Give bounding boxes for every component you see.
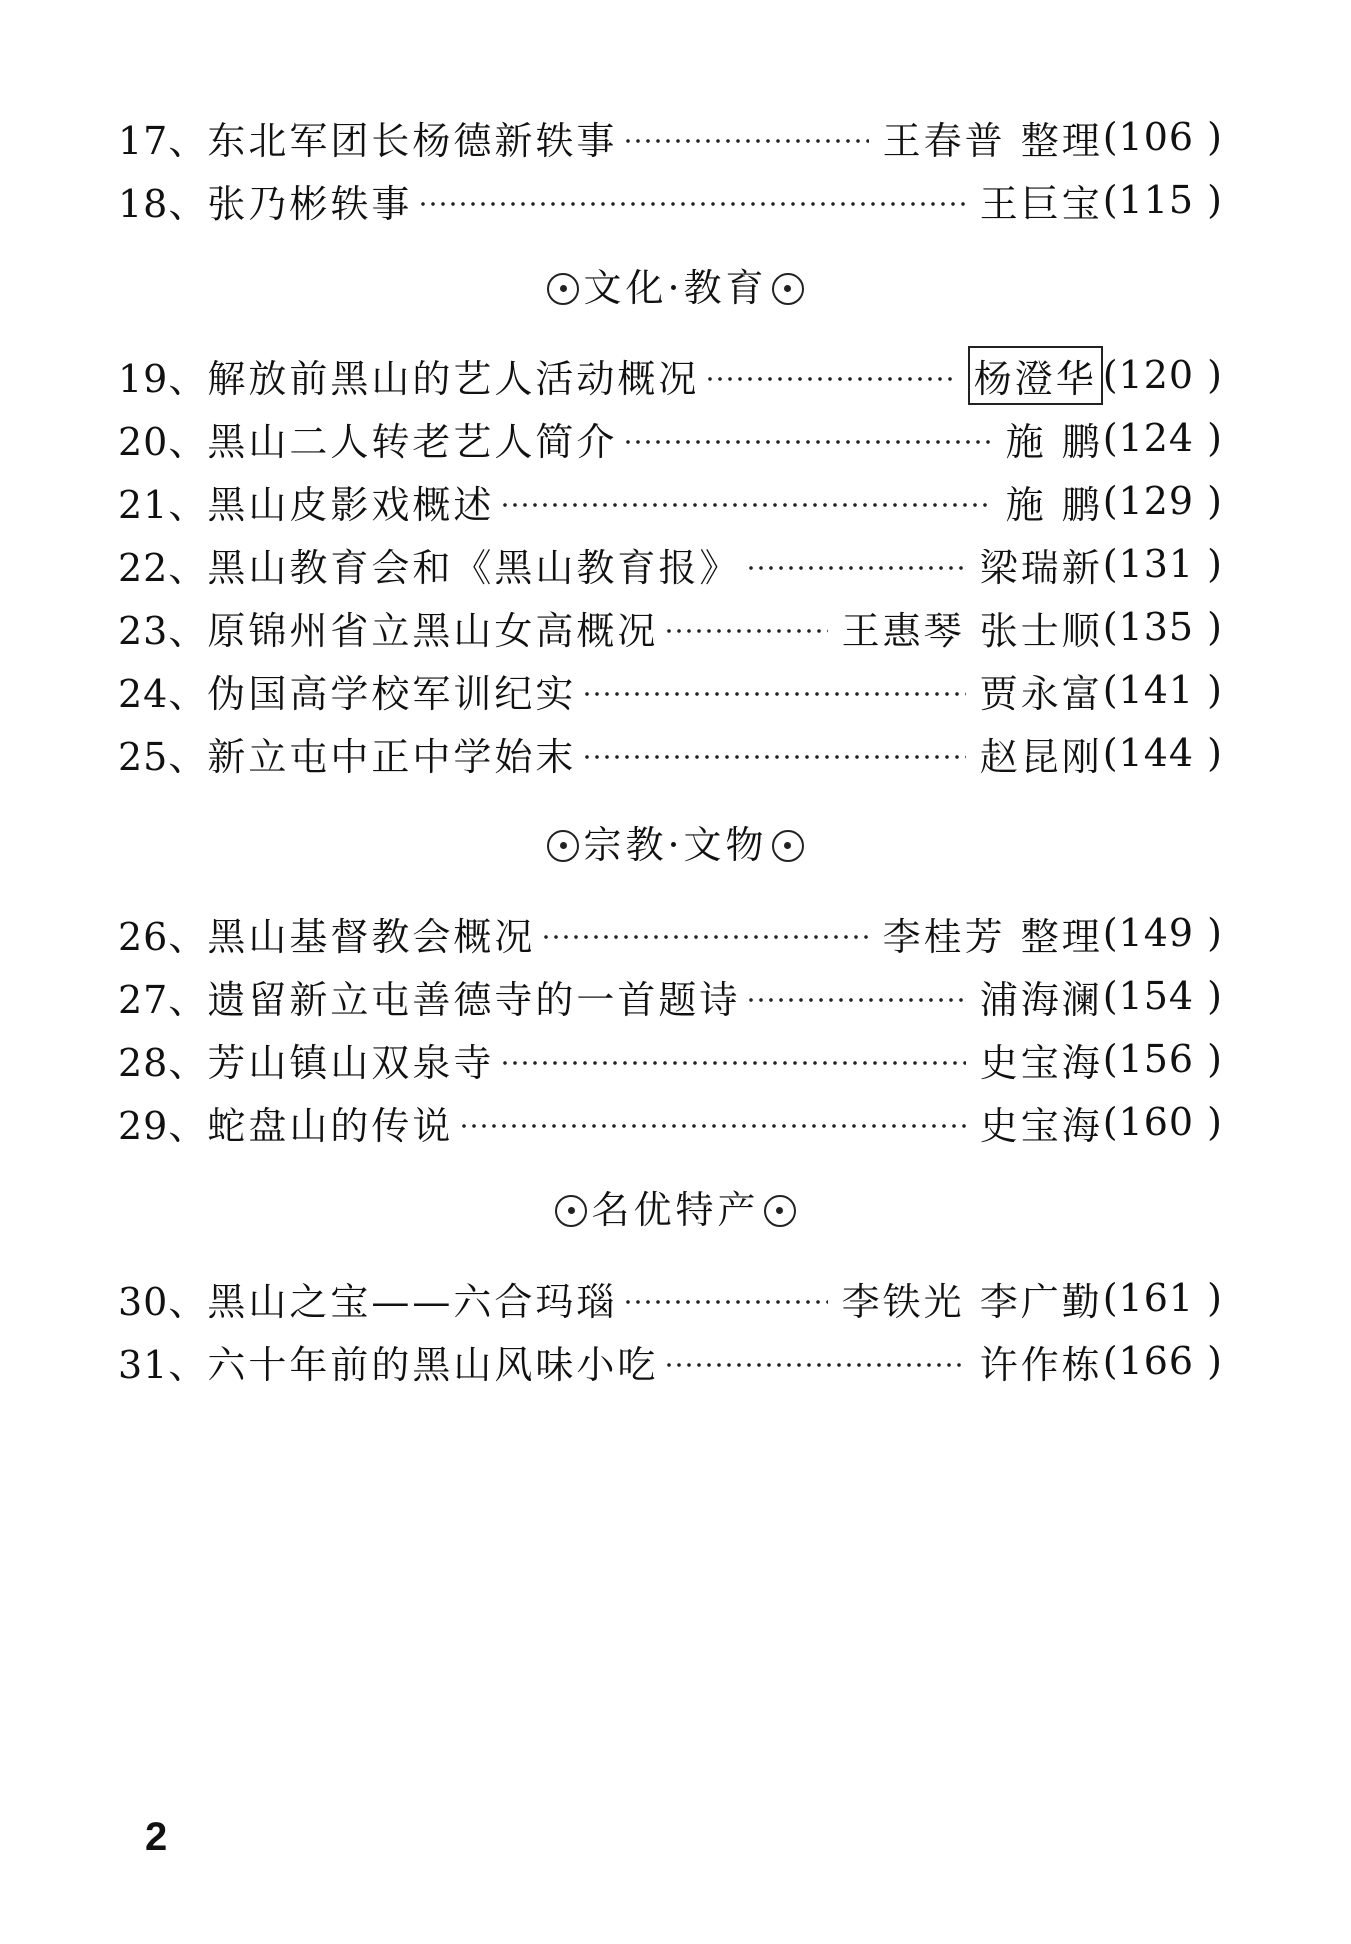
dot-leader [582,754,965,760]
toc-entry[interactable] [118,660,1223,720]
dot-leader [746,565,965,571]
toc-entry[interactable] [118,1092,1223,1152]
toc-entry[interactable] [118,534,1223,594]
toc-entry[interactable] [118,1331,1223,1391]
dot-leader [664,1362,965,1368]
entry-title: 黑山教育会和《黑山教育报》 [207,545,741,590]
entry-title: 张乃彬轶事 [207,181,413,226]
entry-author: 施 鹏 [1005,482,1103,527]
circled-dot-icon [764,1195,796,1227]
entry-number: 23、 [118,608,208,653]
entry-author: 史宝海 [979,1103,1103,1148]
entry-number: 29、 [118,1103,208,1148]
entry-page: (120 ) [1102,353,1223,397]
entry-page: (144 ) [1102,731,1223,775]
entry-number: 24、 [118,671,208,716]
circled-dot-icon [772,830,804,862]
entry-number: 20、 [118,419,208,464]
entry-author: 王春普 整理 [882,118,1103,163]
entry-title: 黑山二人转老艺人简介 [207,419,618,464]
circled-dot-icon [555,1195,587,1227]
toc-entry[interactable] [118,471,1223,531]
entry-number: 21、 [118,482,208,527]
entry-title: 黑山基督教会概况 [207,914,536,959]
entry-page: (149 ) [1102,911,1223,955]
dot-leader [623,439,991,445]
entry-page: (131 ) [1102,542,1223,586]
section-heading [0,258,1351,318]
toc-entry[interactable] [118,966,1223,1026]
entry-page: (154 ) [1102,974,1223,1018]
entry-page: (156 ) [1102,1037,1223,1081]
dot-leader [623,138,868,144]
entry-title: 遗留新立屯善德寺的一首题诗 [207,977,741,1022]
toc-entry[interactable] [118,345,1223,405]
entry-number: 18、 [118,181,208,226]
section-heading [0,815,1351,875]
dot-leader [418,201,965,207]
entry-page: (160 ) [1102,1100,1223,1144]
toc-entry[interactable] [118,723,1223,783]
entry-number: 30、 [118,1279,208,1324]
entry-author: 王惠琴 张士顺 [841,608,1103,653]
entry-title: 六十年前的黑山风味小吃 [207,1342,659,1387]
entry-title: 黑山皮影戏概述 [207,482,495,527]
dot-leader [623,1299,827,1305]
entry-author: 施 鹏 [1005,419,1103,464]
circled-dot-icon [547,830,579,862]
entry-author: 李铁光 李广勤 [841,1279,1103,1324]
entry-title: 黑山之宝——六合玛瑙 [207,1279,618,1324]
toc-entry[interactable] [118,903,1223,963]
section-title: 名优特产 [591,1188,760,1232]
toc-entry[interactable] [118,597,1223,657]
circled-dot-icon [547,273,579,305]
entry-number: 26、 [118,914,208,959]
entry-author: 杨澄华 [968,346,1103,405]
entry-title: 新立屯中正中学始末 [207,734,577,779]
dot-leader [705,376,953,382]
dot-leader [541,934,868,940]
circled-dot-icon [772,273,804,305]
section-title: 文化·教育 [583,266,768,310]
entry-page: (141 ) [1102,668,1223,712]
entry-author: 史宝海 [979,1040,1103,1085]
entry-author: 浦海澜 [979,977,1103,1022]
entry-title: 东北军团长杨德新轶事 [207,118,618,163]
dot-leader [664,628,827,634]
entry-number: 17、 [118,118,208,163]
entry-number: 28、 [118,1040,208,1085]
entry-number: 27、 [118,977,208,1022]
dot-leader [500,1060,965,1066]
page-number: 2 [145,1815,168,1859]
entry-number: 19、 [118,356,208,401]
entry-page: (106 ) [1102,115,1223,159]
entry-number: 25、 [118,734,208,779]
entry-page: (129 ) [1102,479,1223,523]
entry-number: 31、 [118,1342,208,1387]
toc-entry[interactable] [118,170,1223,230]
toc-entry[interactable] [118,1268,1223,1328]
entry-page: (124 ) [1102,416,1223,460]
entry-author: 李桂芳 整理 [882,914,1103,959]
entry-author: 赵昆刚 [979,734,1103,779]
entry-author: 许作栋 [979,1342,1103,1387]
entry-author: 王巨宝 [979,181,1103,226]
section-heading [0,1180,1351,1240]
entry-title: 蛇盘山的传说 [207,1103,454,1148]
toc-entry[interactable] [118,1029,1223,1089]
entry-title: 伪国高学校军训纪实 [207,671,577,716]
dot-leader [746,997,965,1003]
entry-title: 解放前黑山的艺人活动概况 [207,356,700,401]
entry-author: 贾永富 [979,671,1103,716]
entry-page: (161 ) [1102,1276,1223,1320]
entry-page: (115 ) [1102,178,1223,222]
entry-page: (166 ) [1102,1339,1223,1383]
entry-number: 22、 [118,545,208,590]
entry-page: (135 ) [1102,605,1223,649]
entry-title: 芳山镇山双泉寺 [207,1040,495,1085]
dot-leader [582,691,965,697]
toc-entry[interactable] [118,408,1223,468]
entry-title: 原锦州省立黑山女高概况 [207,608,659,653]
toc-entry[interactable] [118,107,1223,167]
entry-author: 梁瑞新 [979,545,1103,590]
section-title: 宗教·文物 [583,823,768,867]
dot-leader [459,1123,965,1129]
dot-leader [500,502,991,508]
